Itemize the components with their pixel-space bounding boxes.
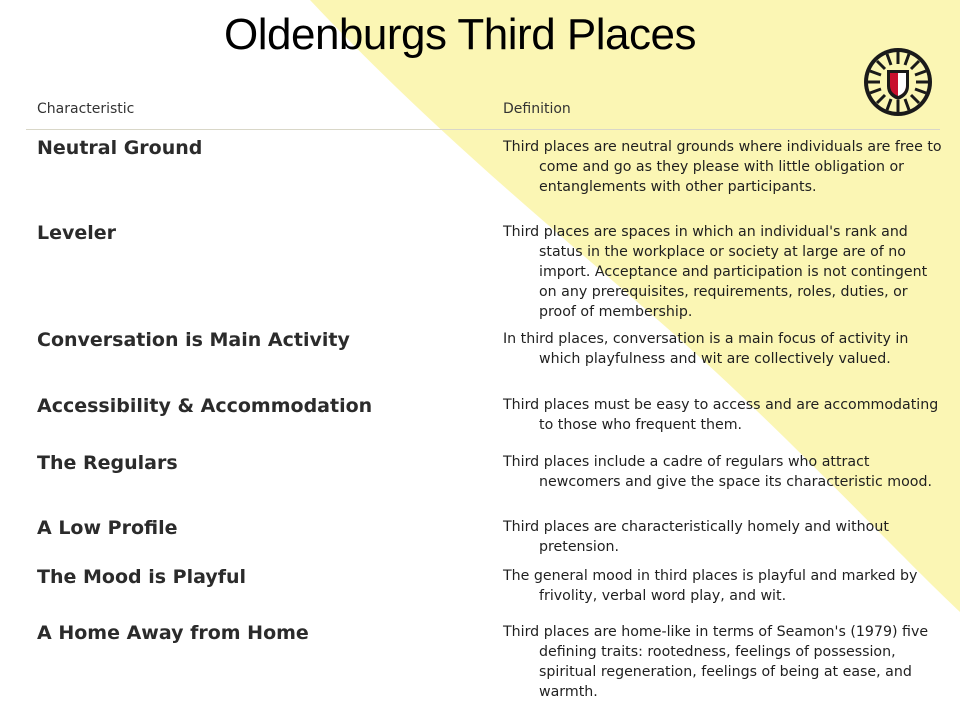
row-term: A Home Away from Home <box>37 622 309 644</box>
row-term: The Regulars <box>37 452 178 474</box>
row-definition: In third places, conversation is a main focus of activity in which playfulness and wit are collectively valued. <box>503 331 909 367</box>
row-definition: Third places include a cadre of regulars who attract newcomers and give the space its characteristic mood. <box>503 454 932 490</box>
column-header-definition: Definition <box>503 101 571 117</box>
row-term: Leveler <box>37 222 117 244</box>
university-seal-icon <box>862 46 934 118</box>
slide-title: Oldenburgs Third Places <box>224 10 696 59</box>
row-term: Accessibility & Accommodation <box>37 395 373 417</box>
row-definition: Third places are spaces in which an individual's rank and status in the workplace or society at large are of no import. Acceptance and participation is not contingent on any prerequisites, requirements, roles, duties, or proof of membership. <box>503 224 928 320</box>
row-definition: Third places must be easy to access and are accommodating to those who frequent them. <box>503 397 939 433</box>
column-header-characteristic: Characteristic <box>37 101 135 117</box>
header-divider <box>26 129 940 130</box>
row-definition: Third places are neutral grounds where individuals are free to come and go as they please with little obligation or entanglements with other participants. <box>503 139 942 195</box>
row-term: The Mood is Playful <box>37 566 247 588</box>
row-definition: Third places are characteristically homely and without pretension. <box>503 519 889 555</box>
row-term: Conversation is Main Activity <box>37 329 350 351</box>
row-definition: The general mood in third places is playful and marked by frivolity, verbal word play, and wit. <box>503 568 918 604</box>
row-term: Neutral Ground <box>37 137 203 159</box>
row-definition: Third places are home-like in terms of Seamon's (1979) five defining traits: rootedness, feelings of possession, spiritual regeneration, feelings of being at ease, and warmth. <box>503 624 929 700</box>
row-term: A Low Profile <box>37 517 178 539</box>
